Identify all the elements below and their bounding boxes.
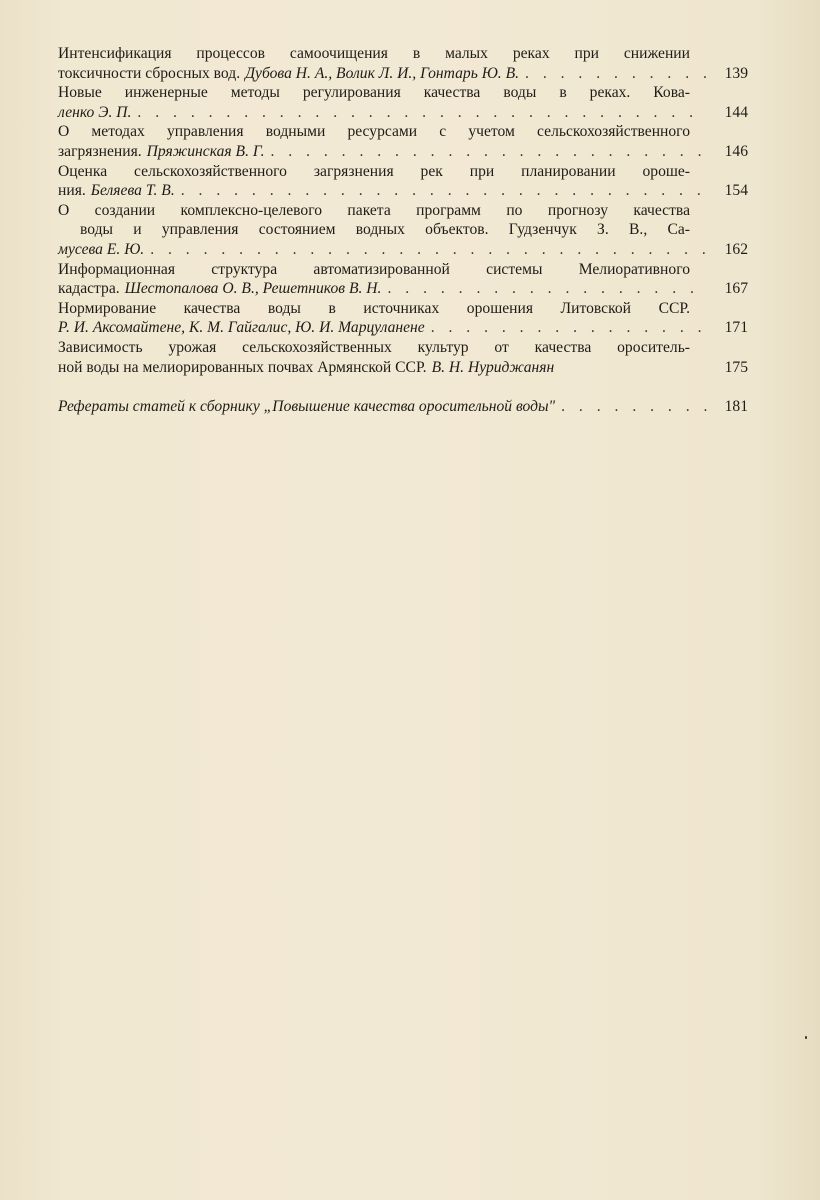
- entry-title-line: Нормирование качества воды в источниках орошения Литовской ССР.: [58, 299, 690, 317]
- entry-title-continuation: загрязнения.: [58, 142, 142, 160]
- print-speck: [805, 1036, 807, 1039]
- entry-authors: Пряжинская В. Г.: [146, 142, 265, 160]
- entry-title-line: Зависимость урожая сельскохозяйственных культур от качества ороситель-: [58, 338, 690, 356]
- page-number: 139: [724, 64, 748, 82]
- entry-title-continuation: ния.: [58, 182, 86, 200]
- toc-entry: [58, 338, 748, 377]
- entry-authors: Р. И. Аксомайтене, К. М. Гайгалис, Ю. И. Марцуланене: [58, 319, 425, 337]
- toc-entry: [58, 299, 748, 338]
- entry-authors: мусева Е. Ю.: [58, 240, 145, 258]
- page-number: 175: [724, 358, 748, 376]
- toc-entry-abstracts: [58, 397, 748, 417]
- page-number: 162: [724, 240, 748, 258]
- entry-authors: ленко Э. П.: [58, 103, 132, 121]
- leader-dots: [181, 181, 708, 201]
- entry-title-line: О методах управления водными ресурсами с учетом сельскохозяйственного: [58, 123, 690, 141]
- entry-title-line: Оценка сельскохозяйственного загрязнения рек при планировании ороше-: [58, 162, 690, 180]
- spacer: [58, 377, 748, 397]
- entry-title-line: О создании комплексно-целевого пакета программ по прогнозу качества: [58, 201, 690, 219]
- leader-dots: [137, 103, 708, 123]
- entry-tail: [58, 181, 748, 201]
- entry-tail: [58, 64, 748, 84]
- entry-tail: [58, 279, 748, 299]
- page-number: 181: [724, 398, 748, 416]
- entry-tail: [58, 397, 748, 417]
- entry-title-text: Новые инженерные методы регулирования качества воды в реках. Кова-: [58, 84, 690, 102]
- toc-entry: [58, 201, 748, 260]
- entry-title-continuation: ной воды на мелиорированных почвах Армянской ССР.: [58, 358, 427, 376]
- entry-title-line: Информационная структура автоматизированной системы Мелиоративного: [58, 260, 690, 278]
- leader-dots: [431, 318, 708, 338]
- entry-authors: Беляева Т. В.: [90, 182, 175, 200]
- toc-entry: [58, 162, 748, 201]
- entry-authors: В. Н. Нуриджанян: [431, 358, 555, 376]
- page-number: 171: [724, 319, 748, 337]
- entry-title-line: Интенсификация процессов самоочищения в малых реках при снижении: [58, 45, 690, 62]
- entry-title-line: [58, 83, 748, 103]
- entry-tail: [58, 142, 748, 162]
- toc-entry: [58, 122, 748, 161]
- page-number: 154: [724, 182, 748, 200]
- entry-tail: [58, 358, 748, 378]
- entry-authors: Шестопалова О. В., Решетников В. Н.: [124, 280, 382, 298]
- entry-tail: [58, 103, 748, 123]
- toc-entry: [58, 44, 748, 83]
- page-number: 146: [724, 142, 748, 160]
- entry-tail: [58, 240, 748, 260]
- entry-title-continuation: кадастра.: [58, 280, 120, 298]
- entry-title-text: Рефераты статей к сборнику „Повышение качества оросительной воды": [58, 398, 556, 416]
- page-number: 167: [724, 280, 748, 298]
- leader-dots: [150, 240, 708, 260]
- toc-entry: [58, 83, 748, 122]
- entry-authors: Дубова Н. А., Волик Л. И., Гонтарь Ю. В.: [245, 64, 520, 82]
- entry-tail: [58, 318, 748, 338]
- leader-dots: [561, 397, 708, 417]
- table-of-contents: [58, 44, 748, 417]
- toc-entry: [58, 260, 748, 299]
- leader-dots: [525, 64, 708, 84]
- entry-title-continuation: токсичности сбросных вод.: [58, 64, 241, 82]
- page-number: 144: [724, 103, 748, 121]
- leader-dots: [387, 279, 708, 299]
- entry-title-line: воды и управления состоянием водных объектов. Гудзенчук З. В., Са-: [80, 221, 690, 239]
- leader-dots: [270, 142, 708, 162]
